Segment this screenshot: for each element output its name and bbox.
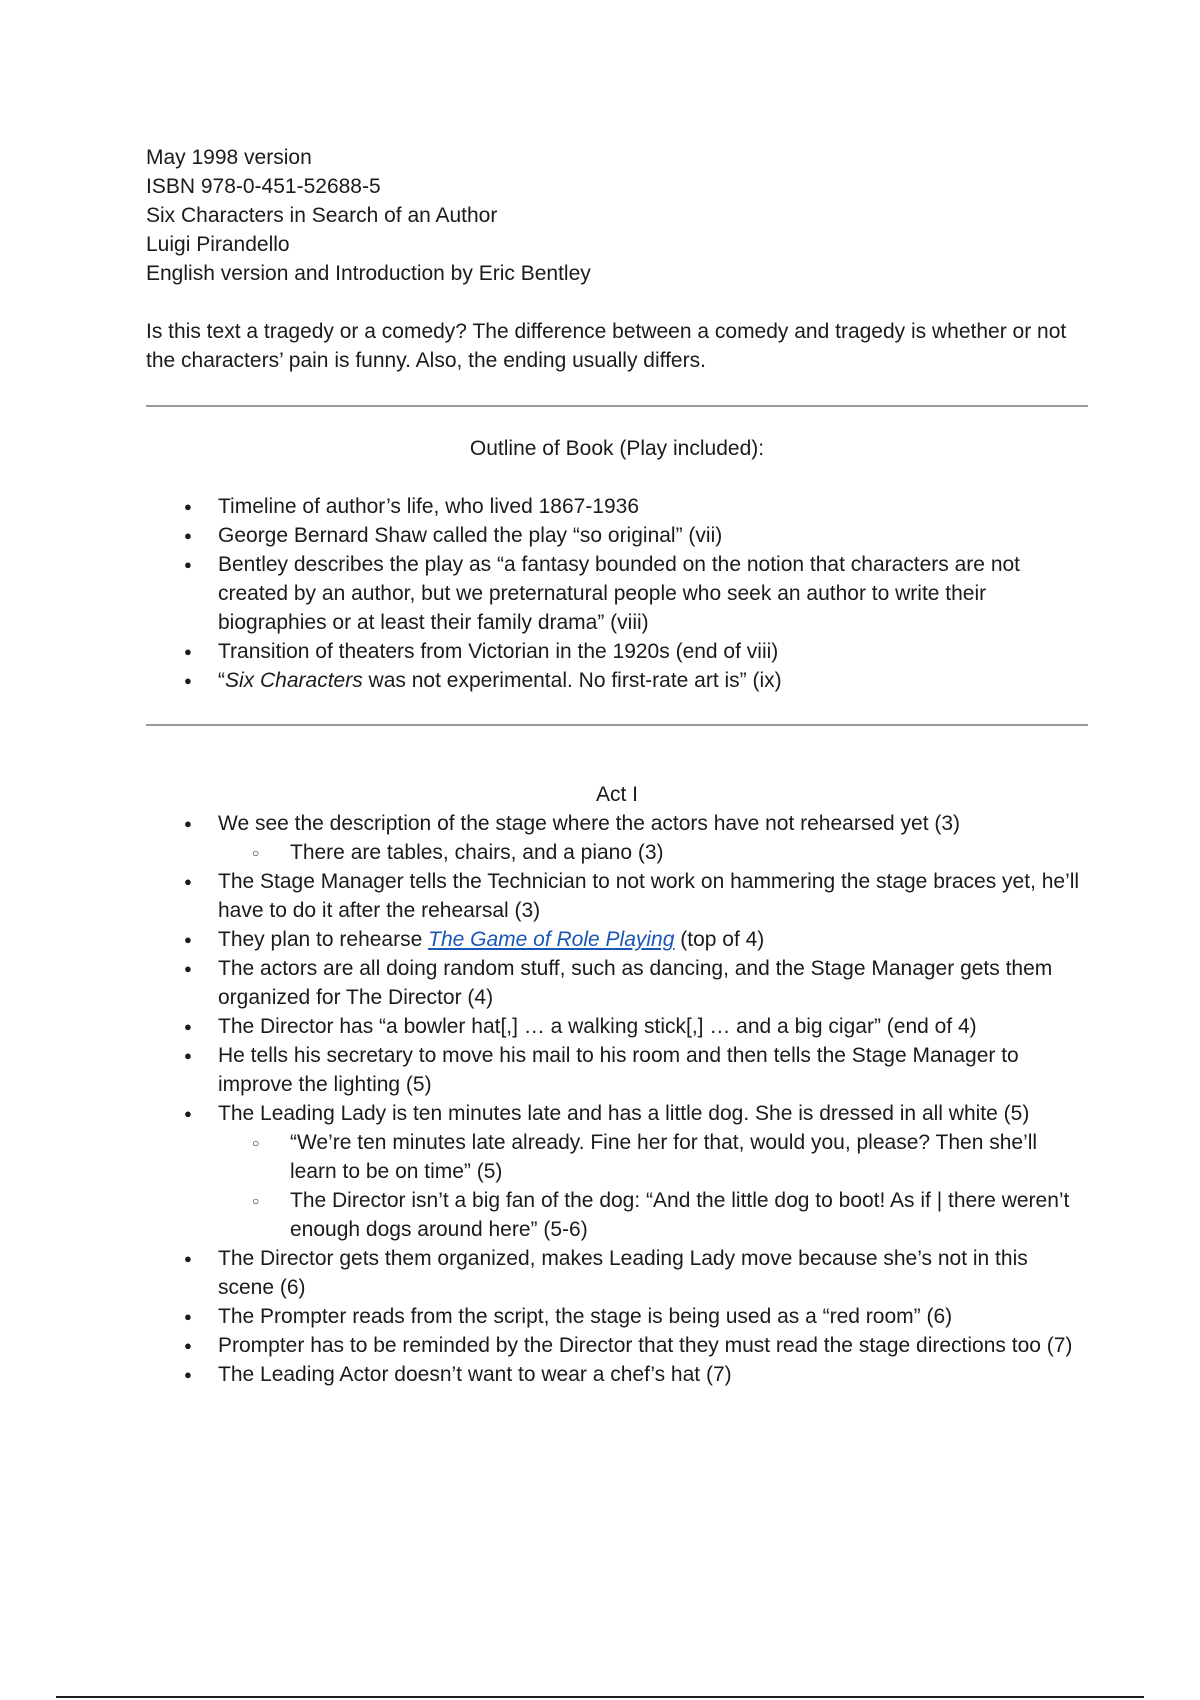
- act-list: [146, 809, 1088, 1389]
- outline-item: ● George Bernard Shaw called the play “so original” (vii): [146, 521, 1088, 550]
- act-item: [146, 1099, 1088, 1244]
- outline-item: ● Transition of theaters from Victorian in the 1920s (end of viii): [146, 637, 1088, 666]
- section-divider: [146, 724, 1088, 726]
- outline-list: [146, 492, 1088, 695]
- act-heading: Act I: [595, 783, 638, 806]
- page-bottom-rule: [56, 1696, 1144, 1698]
- act-item: ● The Leading Actor doesn’t want to wear a chef’s hat (7): [146, 1360, 1088, 1389]
- section-divider: [146, 405, 1088, 407]
- act-item-text: The Leading Lady is ten minutes late and has a little dog. She is dressed in all white (5): [218, 1102, 1030, 1125]
- act-item: ● The actors are all doing random stuff, such as dancing, and the Stage Manager gets them organized for The Director (4): [146, 954, 1088, 1012]
- translator-line: English version and Introduction by Eric Bentley: [146, 262, 591, 285]
- author-line: Luigi Pirandello: [146, 233, 290, 256]
- act-item: ● The Prompter reads from the script, the stage is being used as a “red room” (6): [146, 1302, 1088, 1331]
- act-item: [146, 925, 1088, 954]
- sub-item: ○ The Director isn’t a big fan of the dog: “And the little dog to boot! As if | there weren’t enough dogs around here” (5-6): [218, 1186, 1088, 1244]
- sub-list: [218, 1128, 1088, 1244]
- sub-list: [218, 838, 1088, 867]
- outline-item: ● Timeline of author’s life, who lived 1867-1936: [146, 492, 1088, 521]
- italic-play-title: Six Characters: [225, 669, 363, 692]
- intro-paragraph: Is this text a tragedy or a comedy? The difference between a comedy and tragedy is whether or not the characters’ pain is funny. Also, the ending usually differs.: [146, 320, 1067, 372]
- act-item: ● Prompter has to be reminded by the Director that they must read the stage directions too (7): [146, 1331, 1088, 1360]
- header-block: [146, 143, 1088, 288]
- open-quote: “: [218, 669, 225, 692]
- act-item: ● The Director has “a bowler hat[,] … a walking stick[,] … and a big cigar” (end of 4): [146, 1012, 1088, 1041]
- outline-item: [146, 666, 1088, 695]
- act-item: ● He tells his secretary to move his mail to his room and then tells the Stage Manager to improve the lighting (5): [146, 1041, 1088, 1099]
- act-item-text: (top of 4): [674, 928, 765, 951]
- book-title-line: Six Characters in Search of an Author: [146, 204, 498, 227]
- play-title-link[interactable]: The Game of Role Playing: [428, 928, 675, 951]
- version-line: May 1998 version: [146, 146, 312, 169]
- act-item: ● The Stage Manager tells the Technician to not work on hammering the stage braces yet, he’ll have to do it after the rehearsal (3): [146, 867, 1088, 925]
- sub-item: ○ “We’re ten minutes late already. Fine her for that, would you, please? Then she’ll learn to be on time” (5): [218, 1128, 1088, 1186]
- sub-item: ○ There are tables, chairs, and a piano (3): [218, 838, 1088, 867]
- act-item: [146, 809, 1088, 867]
- outline-item: ● Bentley describes the play as “a fantasy bounded on the notion that characters are not created by an author, but we preternatural people who seek an author to write their biographies or at least their family drama” (viii): [146, 550, 1088, 637]
- quote-rest: was not experimental. No first-rate art is” (ix): [362, 669, 782, 692]
- act-item: ● The Director gets them organized, makes Leading Lady move because she’s not in this scene (6): [146, 1244, 1088, 1302]
- outline-heading: Outline of Book (Play included):: [469, 437, 765, 460]
- document-page: [146, 143, 1088, 1389]
- act-item-text: We see the description of the stage where the actors have not rehearsed yet (3): [218, 812, 961, 835]
- isbn-line: ISBN 978-0-451-52688-5: [146, 175, 381, 198]
- act-item-text: They plan to rehearse: [218, 928, 429, 951]
